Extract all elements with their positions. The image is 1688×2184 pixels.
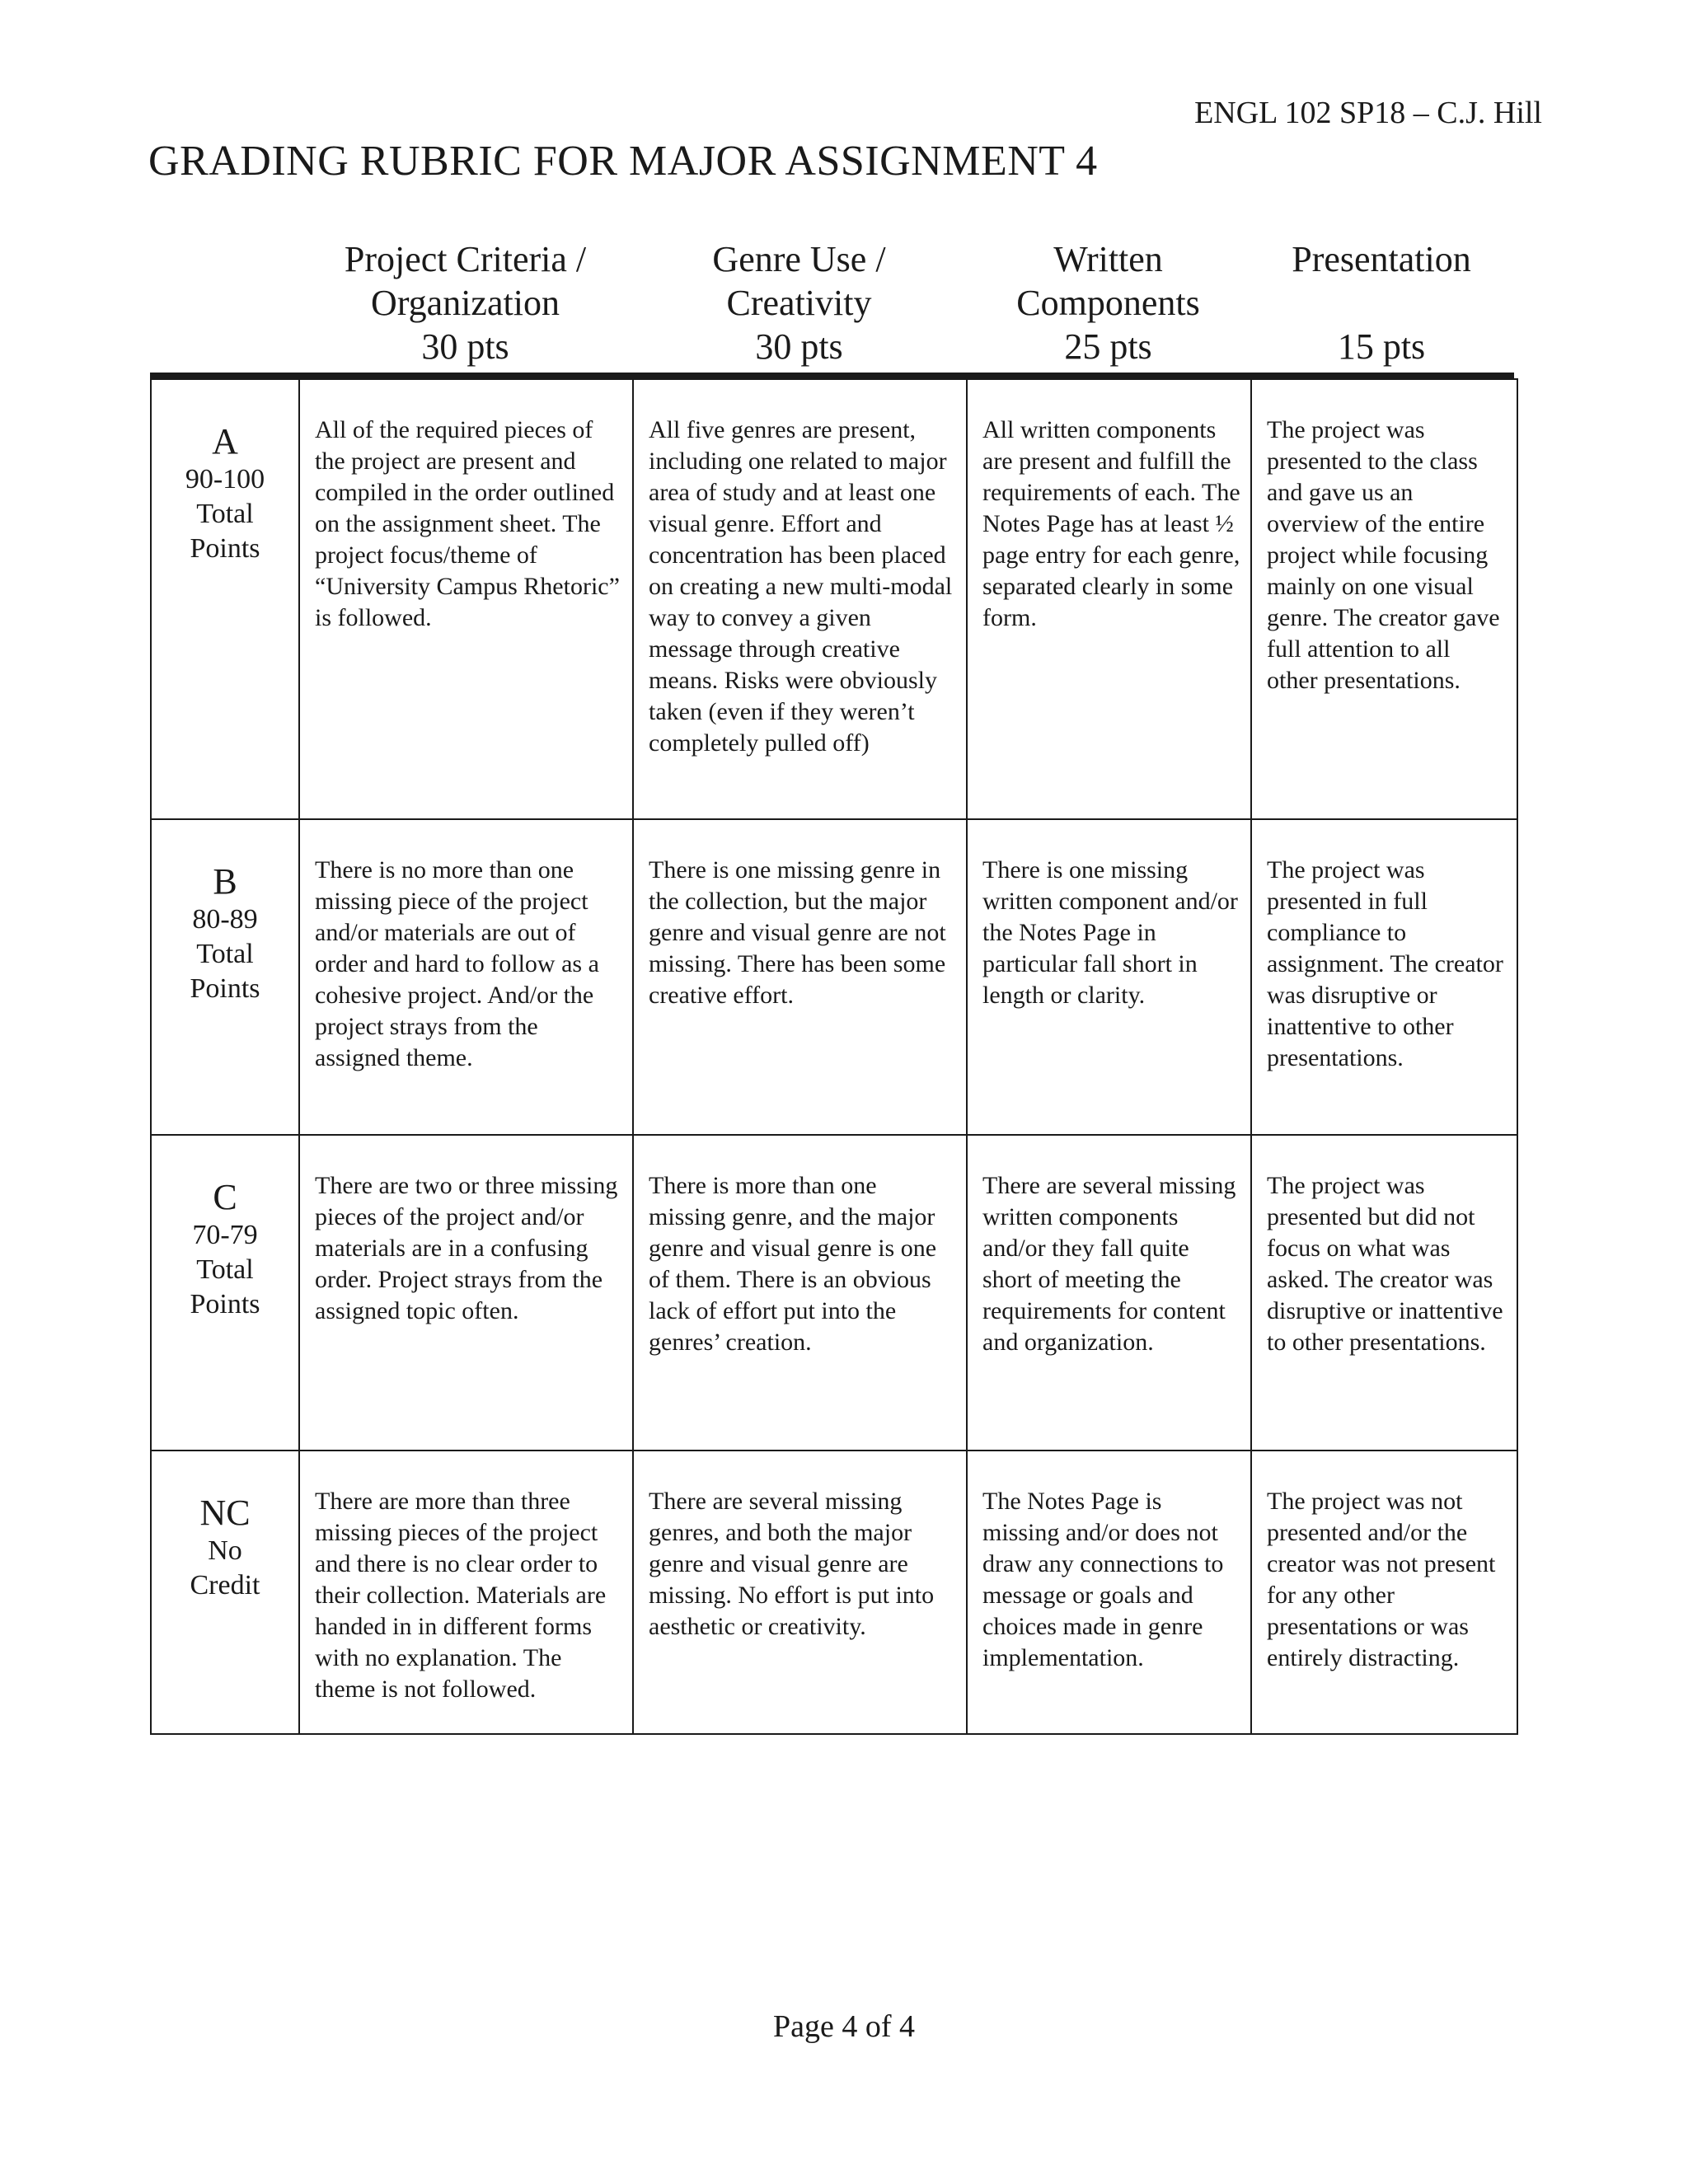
rubric-cell-written-components: There are several missing written components and/or they fall quite short of meeting the requirements for content and organization.: [967, 1135, 1251, 1451]
grade-range: No: [208, 1535, 242, 1566]
rubric-cell-genre-use: There are several missing genres, and both the major genre and visual genre are missing. No effort is put into aesthetic or creativity.: [633, 1451, 967, 1734]
grade-cell: [151, 1135, 299, 1451]
column-header-line2: Organization: [371, 283, 560, 323]
rubric-cell-project-criteria: There is no more than one missing piece of the project and/or materials are out of order and hard to follow as a cohesive project. And/or the project strays from the assigned theme.: [299, 819, 633, 1135]
rubric-table: [150, 378, 1518, 1735]
column-header-points: 30 pts: [755, 326, 843, 367]
grade-range: 90-100: [185, 464, 265, 494]
rubric-cell-presentation: The project was presented in full compliance to assignment. The creator was disruptive or inattentive to other presentations.: [1251, 819, 1517, 1135]
column-header-points: 25 pts: [1064, 326, 1152, 367]
course-header: ENGL 102 SP18 – C.J. Hill: [1194, 96, 1542, 130]
grade-label: Credit: [190, 1570, 260, 1601]
column-header-points: 30 pts: [421, 326, 509, 367]
rubric-column-headers: [150, 237, 1514, 373]
page-number: Page 4 of 4: [772, 2009, 916, 2044]
column-header-line1: Written: [1053, 239, 1163, 279]
grade-label: Points: [190, 1289, 260, 1319]
header-divider: [150, 373, 1514, 378]
rubric-row-nc: [151, 1451, 1517, 1734]
column-header-line1: Presentation: [1292, 239, 1471, 279]
rubric-row-a: [151, 379, 1517, 819]
column-header-line1: Genre Use /: [712, 239, 886, 279]
grade-letter: A: [212, 421, 238, 462]
grade-letter: NC: [199, 1493, 251, 1533]
grade-range: 70-79: [192, 1220, 258, 1250]
grade-label: Total: [196, 1254, 254, 1285]
rubric-cell-genre-use: There is one missing genre in the collection, but the major genre and visual genre are not missing. There has been some creative effort.: [633, 819, 967, 1135]
rubric-cell-genre-use: All five genres are present, including one related to major area of study and at least one visual genre. Effort and concentration has been placed on creating a new multi-modal way to convey a given message through creative means. Risks were obviously taken (even if they weren’t completely pulled off): [633, 379, 967, 819]
grade-range: 80-89: [192, 904, 258, 935]
column-header-project-criteria: [298, 237, 632, 367]
rubric-cell-project-criteria: There are two or three missing pieces of the project and/or materials are in a confusing order. Project strays from the assigned topic often.: [299, 1135, 633, 1451]
rubric-cell-presentation: The project was presented but did not focus on what was asked. The creator was disruptive or inattentive to other presentations.: [1251, 1135, 1517, 1451]
grade-letter: C: [213, 1177, 237, 1217]
grade-cell: [151, 819, 299, 1135]
column-header-presentation: [1250, 237, 1512, 367]
grade-label: Total: [196, 939, 254, 969]
rubric-row-b: [151, 819, 1517, 1135]
column-header-line2: Components: [1016, 283, 1200, 323]
column-header-genre-use: [632, 237, 966, 367]
rubric-row-c: [151, 1135, 1517, 1451]
grade-letter: B: [213, 861, 237, 902]
column-header-points: 15 pts: [1337, 326, 1426, 367]
rubric-cell-genre-use: There is more than one missing genre, and the major genre and visual genre is one of them. There is an obvious lack of effort put into the genres’ creation.: [633, 1135, 967, 1451]
grade-cell: [151, 1451, 299, 1734]
grade-label: Points: [190, 973, 260, 1004]
grade-label: Points: [190, 533, 260, 564]
column-header-line1: Project Criteria /: [344, 239, 587, 279]
rubric-cell-written-components: The Notes Page is missing and/or does not draw any connections to message or goals and choices made in genre implementation.: [967, 1451, 1251, 1734]
document-title: GRADING RUBRIC FOR MAJOR ASSIGNMENT 4: [148, 138, 1098, 185]
rubric-cell-written-components: There is one missing written component and/or the Notes Page in particular fall short in length or clarity.: [967, 819, 1251, 1135]
rubric-cell-project-criteria: All of the required pieces of the project are present and compiled in the order outlined on the assignment sheet. The project focus/theme of “University Campus Rhetoric” is followed.: [299, 379, 633, 819]
column-header-written-components: [966, 237, 1250, 367]
grade-cell: [151, 379, 299, 819]
rubric-cell-presentation: The project was presented to the class and gave us an overview of the entire project while focusing mainly on one visual genre. The creator gave full attention to all other presentations.: [1251, 379, 1517, 819]
column-header-line2: Creativity: [726, 283, 872, 323]
rubric-cell-written-components: All written components are present and fulfill the requirements of each. The Notes Page has at least ½ page entry for each genre, separated clearly in some form.: [967, 379, 1251, 819]
grade-label: Total: [196, 499, 254, 529]
rubric-cell-presentation: The project was not presented and/or the creator was not present for any other presentations or was entirely distracting.: [1251, 1451, 1517, 1734]
rubric-cell-project-criteria: There are more than three missing pieces of the project and there is no clear order to their collection. Materials are handed in in different forms with no explanation. The theme is not followed.: [299, 1451, 633, 1734]
